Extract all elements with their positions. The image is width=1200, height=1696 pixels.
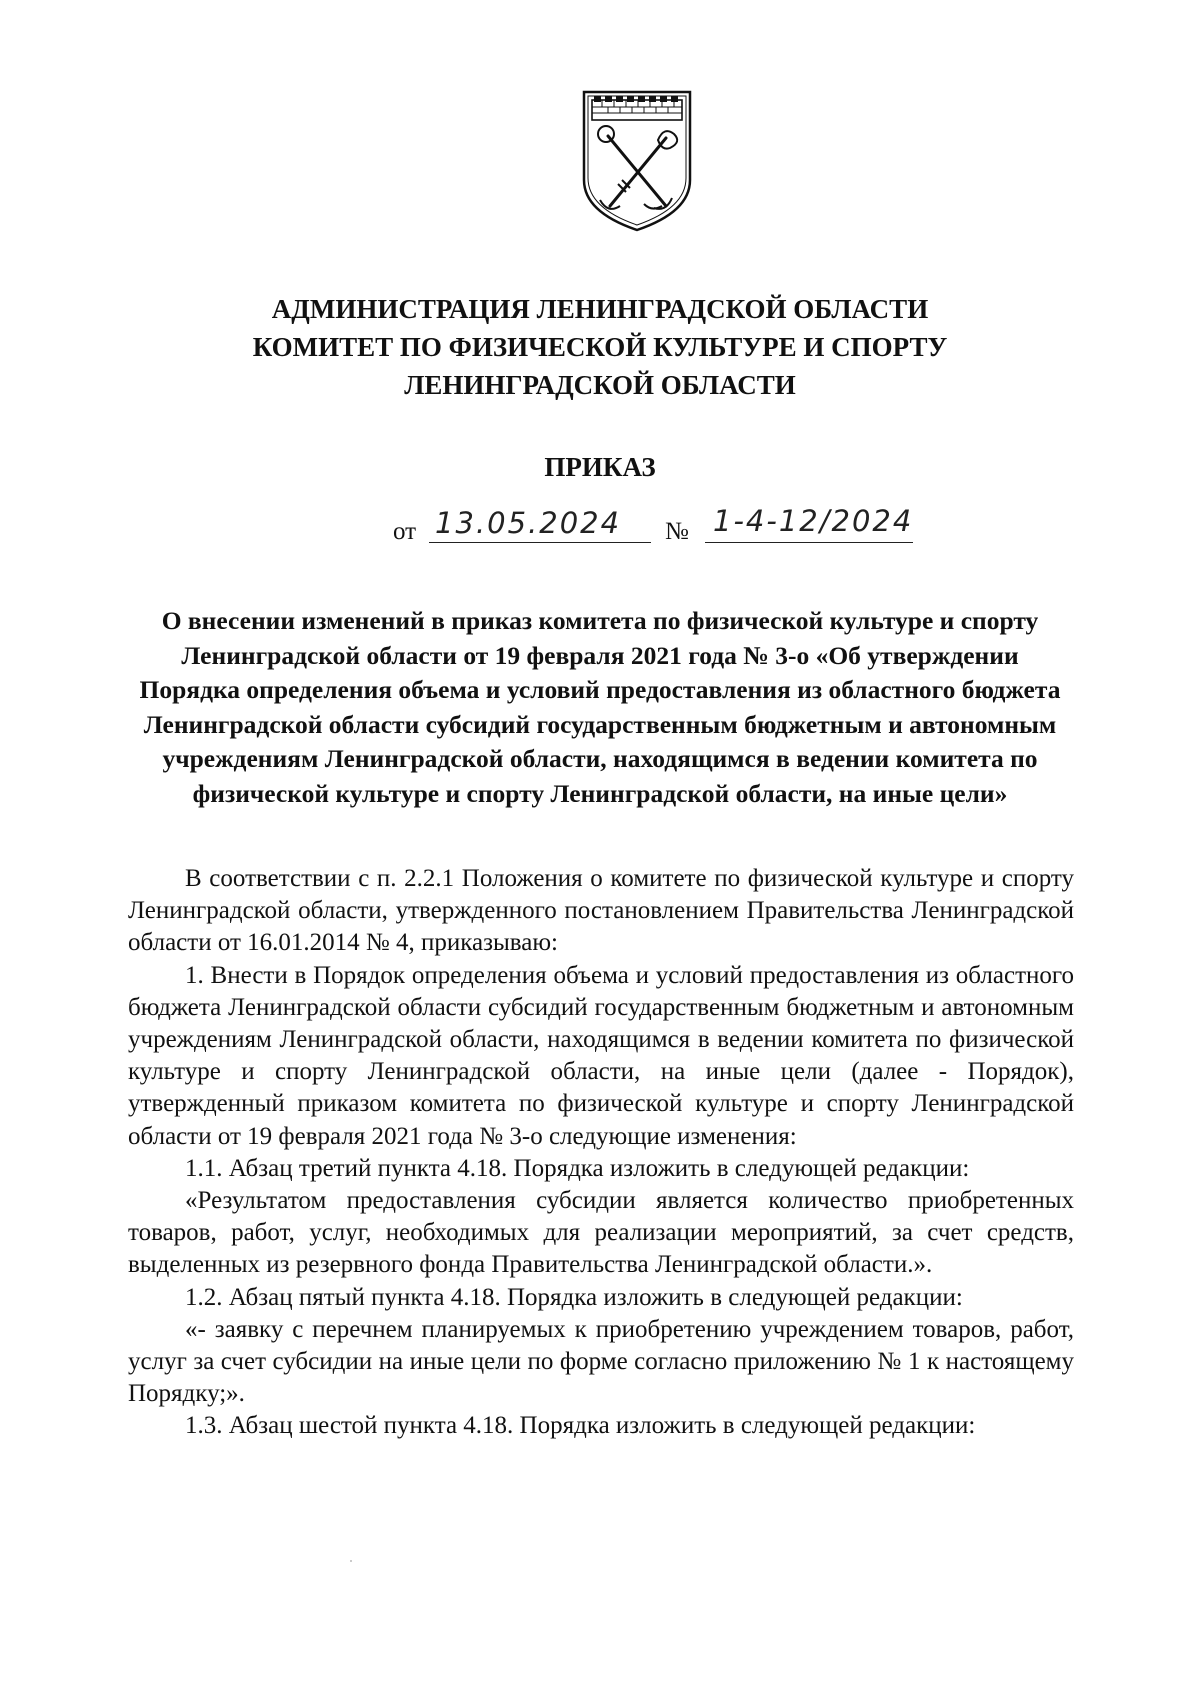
scan-speck: [350, 1560, 352, 1562]
date-value: 13.05.2024: [435, 506, 622, 540]
subject-line: учреждениям Ленинградской области, находящимся в ведении комитета по: [162, 744, 1038, 774]
order-title: ПРИКАЗ: [544, 452, 656, 482]
org-name-line: АДМИНИСТРАЦИЯ ЛЕНИНГРАДСКОЙ ОБЛАСТИ: [271, 294, 929, 324]
quote-1-paragraph: «Результатом предоставления субсидии является количество приобретенных товаров, работ, услуг, необходимых для реализации мероприятий, за счет средств, выделенных из резервного фонда Правительства Ленинградской области.».: [128, 1187, 1074, 1279]
quote-2-paragraph: «- заявку с перечнем планируемых к приобретению учреждением товаров, работ, услуг за счет субсидии на иные цели по форме согласно приложению № 1 к настоящему Порядку;».: [128, 1315, 1074, 1408]
organization-header: [0, 290, 1200, 404]
coat-of-arms-icon: [578, 88, 696, 234]
subject-line: Порядка определения объема и условий предоставления из областного бюджета: [139, 675, 1061, 705]
number-underline: [705, 542, 913, 543]
subject-line: Ленинградской области от 19 февраля 2021 года № 3-о «Об утверждении: [181, 640, 1019, 670]
number-label: №: [665, 518, 689, 545]
item-1-paragraph: 1. Внести в Порядок определения объема и условий предоставления из областного бюджета Ленинградской области субсидий государственным бюджетным и автономным учреждениям Ленинградской области, находящимся в ведении комитета по физической культуре и спорту Ленинградской области, на иные цели (далее - Порядок), утвержденный приказом комитета по физической культуре и спорту Ленинградской области от 19 февраля 2021 года № 3-о следующие изменения:: [128, 961, 1074, 1150]
subject-line: физической культуре и спорту Ленинградской области, на иные цели»: [192, 778, 1008, 808]
item-1-1-paragraph: 1.1. Абзац третий пункта 4.18. Порядка изложить в следующей редакции:: [185, 1154, 970, 1182]
order-body: [128, 863, 1074, 1443]
order-reference-line: [393, 502, 953, 552]
item-1-3-paragraph: 1.3. Абзац шестой пункта 4.18. Порядка изложить в следующей редакции:: [185, 1412, 976, 1440]
date-underline: [429, 542, 651, 543]
number-value: 1-4-12/2024: [713, 504, 914, 538]
org-region-line: ЛЕНИНГРАДСКОЙ ОБЛАСТИ: [404, 370, 796, 400]
preamble-paragraph: В соответствии с п. 2.2.1 Положения о комитете по физической культуре и спорту Ленинградской области, утвержденного постановлением Правительства Ленинградской области от 16.01.2014 № 4, приказываю:: [128, 865, 1074, 957]
order-subject: [120, 604, 1080, 812]
date-label: от: [393, 518, 417, 545]
org-committee-line: КОМИТЕТ ПО ФИЗИЧЕСКОЙ КУЛЬТУРЕ И СПОРТУ: [252, 332, 948, 362]
subject-line: Ленинградской области субсидий государственным бюджетным и автономным: [143, 709, 1057, 739]
item-1-2-paragraph: 1.2. Абзац пятый пункта 4.18. Порядка изложить в следующей редакции:: [185, 1283, 963, 1311]
subject-line: О внесении изменений в приказ комитета по физической культуре и спорту: [161, 606, 1039, 635]
